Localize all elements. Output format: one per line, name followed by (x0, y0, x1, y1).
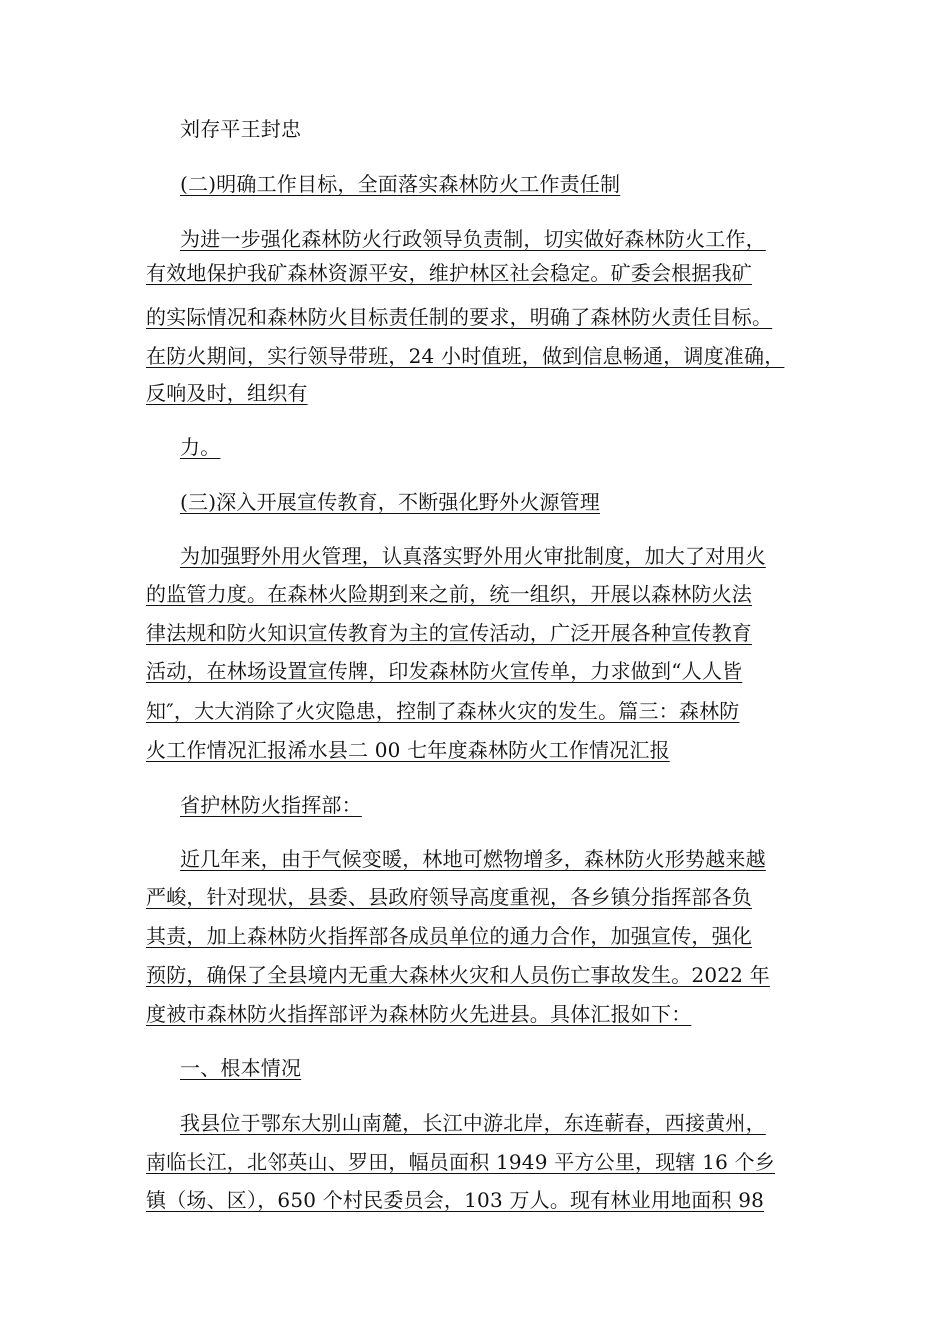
paragraph-line: 律法规和防火知识宣传教育为主的宣传活动，广泛开展各种宣传教育 (146, 621, 752, 645)
paragraph-line: 南临长江，北邻英山、罗田，幅员面积 1949 平方公里，现辖 16 个乡 (146, 1150, 775, 1174)
paragraph-line: 我县位于鄂东大别山南麓，长江中游北岸，东连蕲春，西接黄州， (180, 1111, 766, 1135)
section-heading-basic: 一、根本情况 (180, 1056, 302, 1080)
paragraph-line: 的实际情况和森林防火目标责任制的要求，明确了森林防火责任目标。 (146, 305, 773, 329)
paragraph-line: 为加强野外用火管理，认真落实野外用火审批制度，加大了对用火 (180, 544, 766, 568)
paragraph-line: 近几年来，由于气候变暖，林地可燃物增多，森林防火形势越来越 (180, 847, 766, 871)
paragraph-line: 活动，在林场设置宣传牌，印发森林防火宣传单，力求做到“人人皆 (146, 659, 743, 683)
paragraph-line: 知″，大大消除了火灾隐患，控制了森林火灾的发生。篇三：森林防 (146, 699, 740, 723)
paragraph-line: 火工作情况汇报浠水县二 00 七年度森林防火工作情况汇报 (146, 738, 670, 762)
paragraph-line: 镇（场、区），650 个村民委员会，103 万人。现有林业用地面积 98 (146, 1188, 765, 1212)
paragraph-line: 的监管力度。在森林火险期到来之前，统一组织，开展以森林防火法 (146, 582, 752, 606)
paragraph-line: 严峻，针对现状，县委、县政府领导高度重视，各乡镇分指挥部各负 (146, 885, 752, 909)
paragraph-line: 在防火期间，实行领导带班，24 小时值班，做到信息畅通，调度准确， (146, 344, 785, 368)
paragraph-line: 有效地保护我矿森林资源平安，维护林区社会稳定。矿委会根据我矿 (146, 261, 752, 285)
paragraph-line: 度被市森林防火指挥部评为森林防火先进县。具体汇报如下： (146, 1002, 692, 1026)
addressee: 省护林防火指挥部： (180, 793, 362, 817)
paragraph-line: 为进一步强化森林防火行政领导负责制，切实做好森林防火工作， (180, 227, 766, 251)
paragraph-line: 其责，加上森林防火指挥部各成员单位的通力合作，加强宣传，强化 (146, 924, 752, 948)
section-heading-2: (二)明确工作目标，全面落实森林防火工作责任制 (180, 172, 621, 196)
author-names: 刘存平王封忠 (180, 117, 302, 141)
section-heading-3: (三)深入开展宣传教育，不断强化野外火源管理 (180, 490, 601, 514)
paragraph-line: 反响及时，组织有 (146, 381, 308, 405)
paragraph-line: 力。 (180, 435, 221, 459)
paragraph-line: 预防，确保了全县境内无重大森林火灾和人员伤亡事故发生。2022 年 (146, 963, 770, 987)
